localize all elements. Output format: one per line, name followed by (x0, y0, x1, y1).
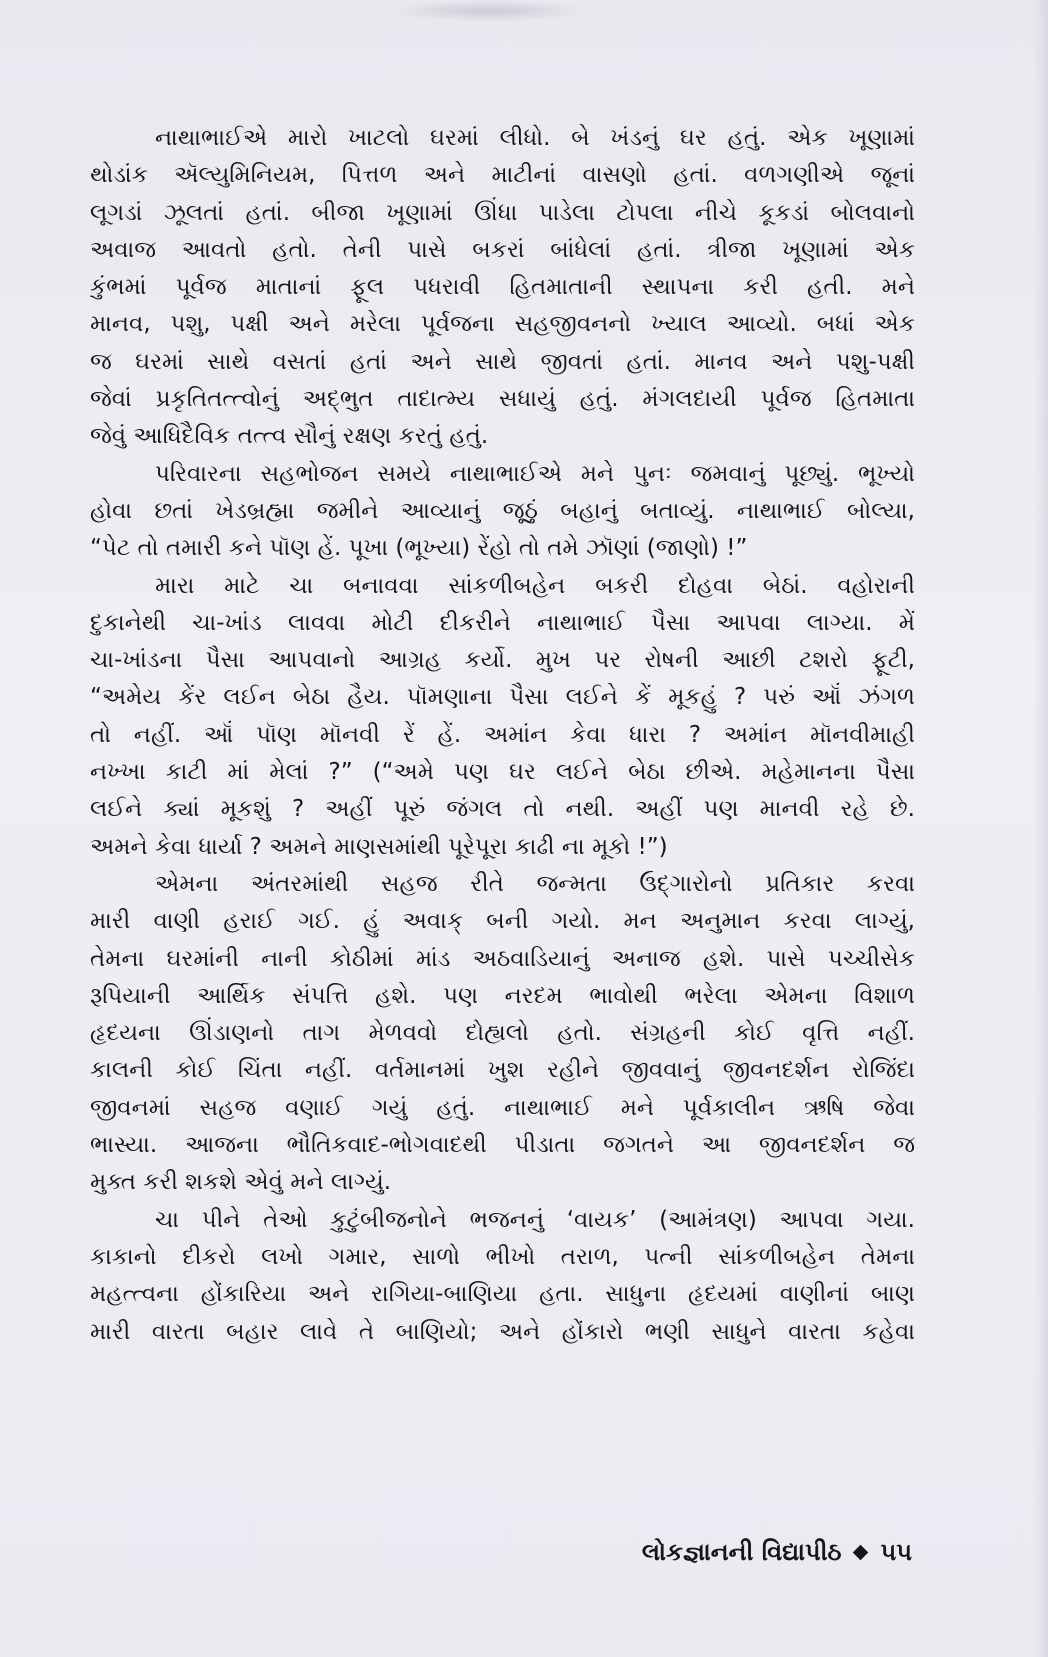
text-line: જ ઘરમાં સાથે વસતાં હતાં અને સાથે જીવતાં હતાં. માનવ અને પશુ-પક્ષી (90, 348, 915, 375)
text-line: “પેટ તો તમારી કને પૉણ હેં. પૂખા (ભૂખ્યા) રેંહો તો તમે ઝૉણાં (જાણો) !” (90, 535, 748, 562)
page-number: ૫૫ (880, 1538, 912, 1566)
text-line: રૂપિયાની આર્થિક સંપત્તિ હશે. પણ નરદમ ભાવોથી ભરેલા એમના વિશાળ (90, 982, 915, 1009)
text-line: મુક્ત કરી શકશે એવું મને લાગ્યું. (90, 1169, 392, 1196)
text-line: એમના અંતરમાંથી સહજ રીતે જન્મતા ઉદ્‌ગારોનો પ્રતિકાર કરવા (155, 870, 915, 897)
text-line: હૃદયના ઊંડાણનો તાગ મેળવવો દોહ્યલો હતો. સંગ્રહની કોઈ વૃત્તિ નહીં. (90, 1020, 915, 1047)
text-line: ભાસ્યા. આજના ભૌતિકવાદ-ભોગવાદથી પીડાતા જગતને આ જીવનદર્શન જ (90, 1132, 915, 1159)
text-line: મારી વારતા બહાર લાવે તે બાણિયો; અને હોંકારો ભણી સાધુને વારતા કહેવા (90, 1318, 915, 1345)
text-line: લઈને ક્યાં મૂકશું ? અહીં પૂરું જંગલ તો નથી. અહીં પણ માનવી રહે છે. (90, 796, 915, 823)
text-line: નખ્ખા કાટી માં મેલાં ?” (“અમે પણ ઘર લઈને બેઠા છીએ. મહેમાનના પૈસા (90, 759, 915, 786)
text-line: ચા પીને તેઓ કુટુંબીજનોને ભજનનું ‘વાયક’ (આમંત્રણ) આપવા ગયા. (155, 1206, 915, 1233)
text-line: તો નહીં. ઑં પૉણ મૉનવી રેં હેં. અમાંન કેવા ધારા ? અમાંન મૉનવીમાહી (90, 721, 915, 748)
text-line: તેમના ઘરમાંની નાની કોઠીમાં માંડ અઠવાડિયાનું અનાજ હશે. પાસે પચ્ચીસેક (90, 945, 915, 972)
text-line: થોડાંક ઍલ્યુમિનિયમ, પિત્તળ અને માટીનાં વાસણો હતાં. વળગણીએ જૂનાં (90, 162, 915, 189)
body-text (90, 120, 915, 1351)
text-line: કાલની કોઈ ચિંતા નહીં. વર્તમાનમાં ખુશ રહીને જીવવાનું જીવનદર્શન રોજિંદા (90, 1057, 915, 1084)
scan-shadow (390, 0, 590, 22)
page-edge (1034, 0, 1048, 1657)
text-line: ચા-ખાંડના પૈસા આપવાનો આગ્રહ કર્યો. મુખ પર રોષની આછી ટશરો ફૂટી, (90, 647, 915, 674)
page-footer (0, 1538, 912, 1566)
text-line: હોવા છતાં ખેડબ્રહ્મા જમીને આવ્યાનું જૂઠું બહાનું બતાવ્યું. નાથાભાઈ બોલ્યા, (90, 497, 915, 524)
text-line: દુકાનેથી ચા-ખાંડ લાવવા મોટી દીકરીને નાથાભાઈ પૈસા આપવા લાગ્યા. મેં (90, 609, 915, 636)
text-line: કાકાનો દીકરો લખો ગમાર, સાળો ભીખો તરાળ, પત્ની સાંકળીબહેન તેમના (90, 1243, 915, 1270)
text-line: માનવ, પશુ, પક્ષી અને મરેલા પૂર્વજના સહજીવનનો ખ્યાલ આવ્યો. બધાં એક (90, 311, 915, 338)
text-line: પરિવારના સહભોજન સમયે નાથાભાઈએ મને પુનઃ જમવાનું પૂછ્યું. ભૂખ્યો (155, 460, 915, 487)
running-title: લોકજ્ઞાનની વિદ્યાપીઠ (641, 1538, 842, 1566)
text-line: જીવનમાં સહજ વણાઈ ગયું હતું. નાથાભાઈ મને પૂર્વકાલીન ઋષિ જેવા (90, 1094, 915, 1121)
text-line: અમને કેવા ધાર્યા ? અમને માણસમાંથી પૂરેપૂરા કાઢી ના મૂકો !”) (90, 833, 668, 860)
text-line: મહત્ત્વના હોંકારિયા અને રાગિયા-બાણિયા હતા. સાધુના હૃદયમાં વાણીનાં બાણ (90, 1281, 915, 1308)
text-line: જેવાં પ્રકૃતિતત્ત્વોનું અદ્‌ભુત તાદાત્મ્ય સધાયું હતું. મંગલદાયી પૂર્વજ હિતમાતા (90, 386, 915, 413)
text-line: મારા માટે ચા બનાવવા સાંકળીબહેન બકરી દોહવા બેઠાં. વહોરાની (155, 572, 915, 599)
text-line: નાથાભાઈએ મારો ખાટલો ઘરમાં લીધો. બે ખંડનું ઘર હતું. એક ખૂણામાં (155, 125, 915, 151)
text-line: અવાજ આવતો હતો. તેની પાસે બકરાં બાંધેલાં હતાં. ત્રીજા ખૂણામાં એક (90, 236, 915, 263)
text-line: લૂગડાં ઝૂલતાં હતાં. બીજા ખૂણામાં ઊંધા પાડેલા ટોપલા નીચે કૂકડાં બોલવાનો (90, 199, 915, 226)
text-line: કુંભમાં પૂર્વજ માતાનાં ફૂલ પધરાવી હિતમાતાની સ્થાપના કરી હતી. મને (90, 274, 915, 301)
diamond-icon (853, 1544, 869, 1560)
text-line: જેવું આધિદૈવિક તત્ત્વ સૌનું રક્ષણ કરતું હતું. (90, 423, 489, 450)
text-line: “અમેય કેંર લઈન બેઠા હૈય. પૉમણાના પૈસા લઈને કેં મૂકહું ? પરું ઑં ઝંગળ (90, 684, 915, 711)
text-line: મારી વાણી હરાઈ ગઈ. હું અવાક્ બની ગયો. મન અનુમાન કરવા લાગ્યું, (90, 908, 915, 935)
